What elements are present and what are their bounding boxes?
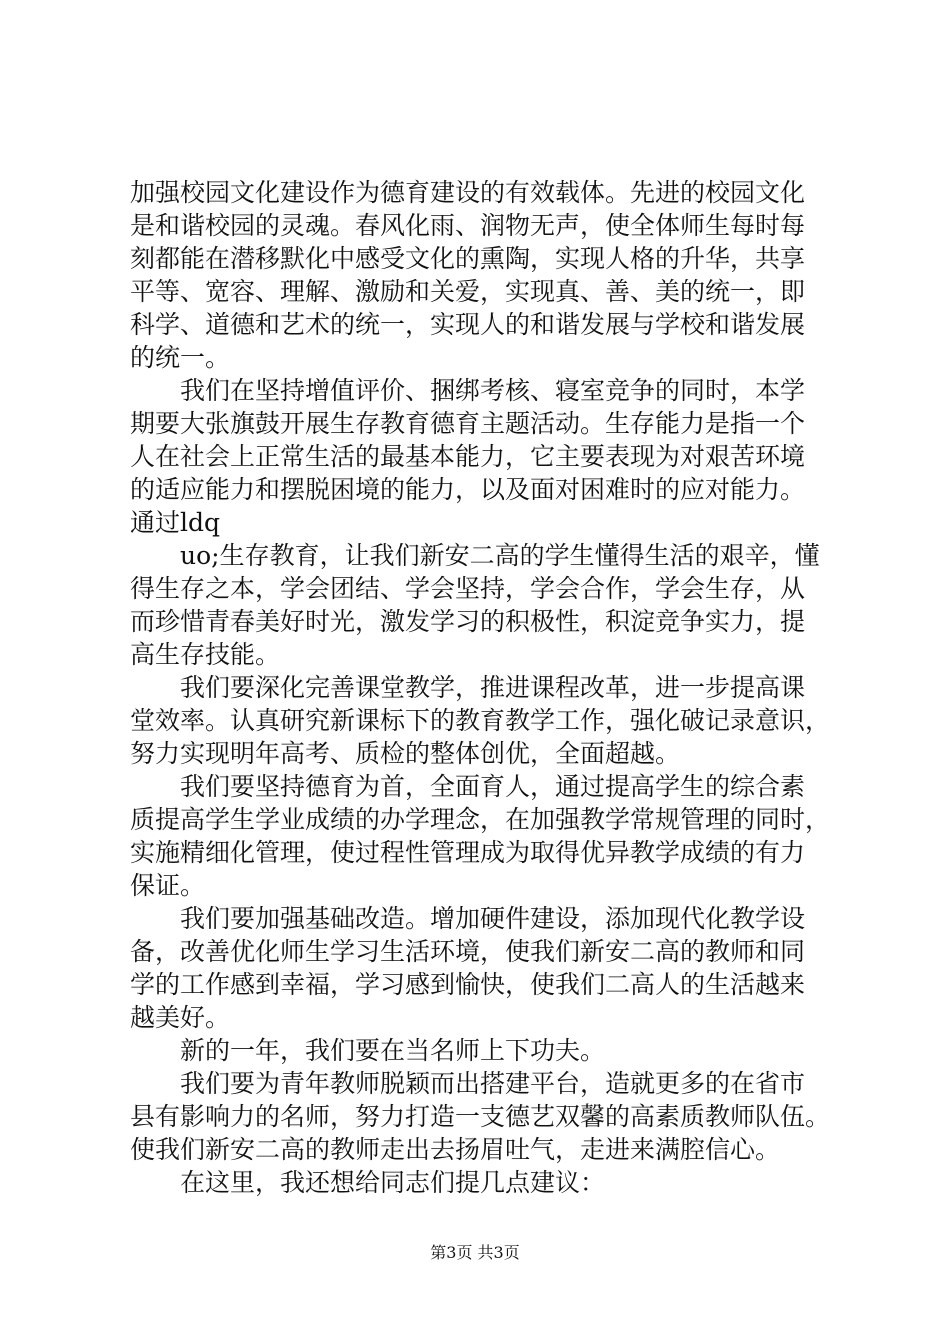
text-line: 我们在坚持增值评价、捆绑考核、寝室竞争的同时，本学: [130, 376, 806, 405]
text-line: 而珍惜青春美好时光，激发学习的积极性，积淀竞争实力，提: [130, 607, 806, 636]
text-line: 堂效率。认真研究新课标下的教育教学工作，强化破记录意识，: [130, 706, 831, 735]
page-number: 第3页 共3页: [430, 1243, 520, 1262]
text-line: 期要大张旗鼓开展生存教育德育主题活动。生存能力是指一个: [130, 409, 806, 438]
text-line: 科学、道德和艺术的统一，实现人的和谐发展与学校和谐发展: [130, 310, 806, 339]
text-line: 质提高学生学业成绩的办学理念，在加强教学常规管理的同时，: [130, 805, 831, 834]
text-line: 是和谐校园的灵魂。春风化雨、润物无声，使全体师生每时每: [130, 211, 806, 240]
text-line: 人在社会上正常生活的最基本能力，它主要表现为对艰苦环境: [130, 442, 806, 471]
text-line: 的适应能力和摆脱困境的能力，以及面对困难时的应对能力。: [130, 475, 806, 504]
text-line: uo;生存教育，让我们新安二高的学生懂得生活的艰辛，懂: [130, 541, 820, 570]
text-line: 实施精细化管理，使过程性管理成为取得优异教学成绩的有力: [130, 838, 806, 867]
page-footer: [0, 1243, 950, 1263]
text-line: 学的工作感到幸福，学习感到愉快，使我们二高人的生活越来: [130, 970, 806, 999]
text-line: 的统一。: [130, 343, 231, 372]
text-line: 通过ldq: [130, 508, 221, 537]
text-line: 备，改善优化师生学习生活环境，使我们新安二高的教师和同: [130, 937, 806, 966]
document-body: [130, 176, 830, 1199]
text-line: 我们要深化完善课堂教学，推进课程改革，进一步提高课: [130, 673, 806, 702]
text-line: 使我们新安二高的教师走出去扬眉吐气，走进来满腔信心。: [130, 1135, 781, 1164]
text-line: 我们要为青年教师脱颖而出搭建平台，造就更多的在省市: [130, 1069, 806, 1098]
text-line: 保证。: [130, 871, 206, 900]
text-line: 县有影响力的名师，努力打造一支德艺双馨的高素质教师队伍。: [130, 1102, 831, 1131]
text-line: 高生存技能。: [130, 640, 281, 669]
text-line: 在这里，我还想给同志们提几点建议：: [130, 1168, 606, 1197]
text-line: 越美好。: [130, 1003, 231, 1032]
text-line: 刻都能在潜移默化中感受文化的熏陶，实现人格的升华，共享: [130, 244, 806, 273]
text-line: 我们要坚持德育为首，全面育人，通过提高学生的综合素: [130, 772, 806, 801]
text-line: 我们要加强基础改造。增加硬件建设，添加现代化教学设: [130, 904, 806, 933]
text-line: 努力实现明年高考、质检的整体创优，全面超越。: [130, 739, 681, 768]
text-line: 新的一年，我们要在当名师上下功夫。: [130, 1036, 606, 1065]
text-line: 加强校园文化建设作为德育建设的有效载体。先进的校园文化: [130, 178, 806, 207]
text-line: 平等、宽容、理解、激励和关爱，实现真、善、美的统一，即: [130, 277, 806, 306]
text-line: 得生存之本，学会团结、学会坚持，学会合作，学会生存，从: [130, 574, 806, 603]
